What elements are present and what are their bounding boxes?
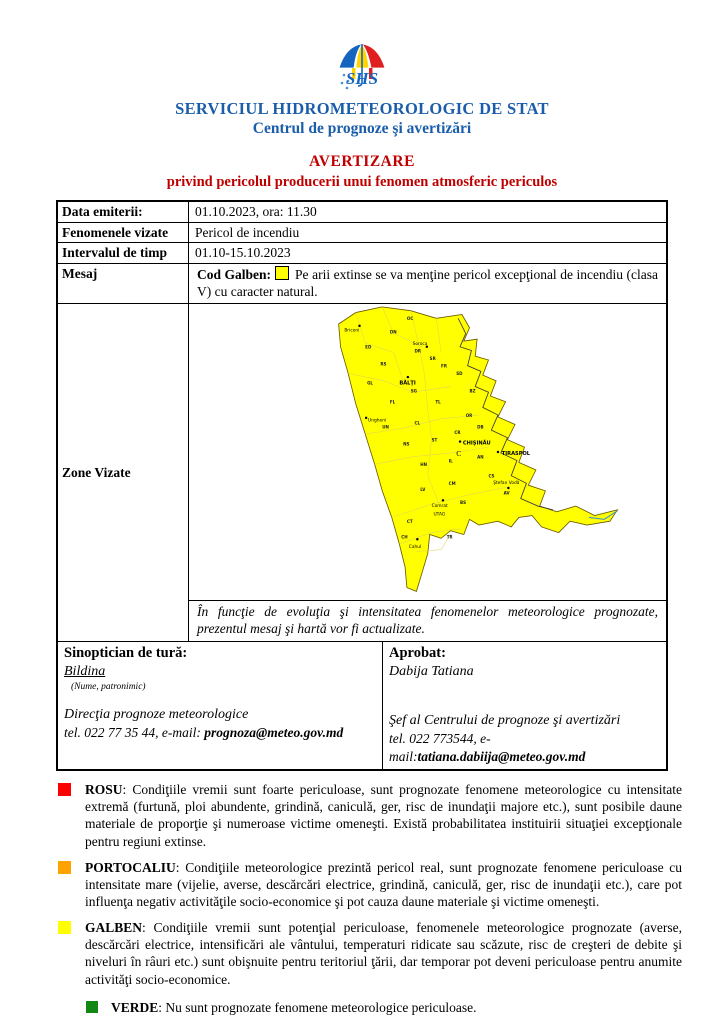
svg-text:BS: BS bbox=[460, 499, 467, 505]
svg-text:OC: OC bbox=[406, 315, 414, 321]
legend-name: GALBEN bbox=[85, 920, 143, 936]
city-label-stefan-voda: Ştefan Vodă bbox=[493, 480, 520, 486]
city-label-chisinau: CHIŞINĂU bbox=[462, 440, 491, 447]
forecaster-name-hint: (Nume, patronimic) bbox=[71, 681, 146, 692]
svg-text:IL: IL bbox=[448, 458, 453, 464]
contact-prefix: tel. 022 77 35 44, e-mail: bbox=[64, 725, 205, 741]
city-label-ungheni: Ungheni bbox=[368, 418, 387, 424]
svg-text:TL: TL bbox=[435, 399, 441, 405]
green-square-icon bbox=[86, 1001, 98, 1013]
row-value: 01.10.2023, ora: 11.30 bbox=[195, 204, 317, 219]
legend-text: : Condiţiile meteorologice prezintă pericol real, sunt prognozate fenomene periculoase cu intensitate mare (vijelie, averse, descărcări electrice, grindină, caniculă, ger, risc de inundaţii etc.), care pot influenţa negativ activităţile socio-economice şi pot cauza daune materiale şi victime omeneşti. bbox=[85, 859, 682, 909]
forecaster-email-link[interactable]: prognoza@meteo.gov.md bbox=[204, 725, 344, 741]
svg-text:SR: SR bbox=[429, 355, 436, 361]
legend-name: ROSU bbox=[85, 782, 123, 798]
legend-name: PORTOCALIU bbox=[85, 859, 176, 875]
svg-text:NS: NS bbox=[403, 441, 410, 447]
table-row-interval bbox=[58, 242, 666, 263]
yellow-square-icon bbox=[58, 921, 71, 934]
approver-block bbox=[382, 642, 666, 769]
approver-name: Dabija Tatiana bbox=[389, 663, 474, 679]
svg-text:FR: FR bbox=[441, 363, 447, 369]
row-label: Data emiterii: bbox=[58, 202, 189, 222]
legend-item-galben bbox=[56, 919, 682, 988]
legend-item-portocaliu bbox=[56, 859, 682, 910]
legend-text: : Nu sunt prognozate fenomene meteorologice periculoase. bbox=[158, 999, 477, 1015]
region-label-utag: UTAG bbox=[433, 512, 446, 518]
svg-text:ED: ED bbox=[365, 344, 372, 350]
svg-text:DN: DN bbox=[389, 329, 397, 335]
color-code-legend bbox=[56, 781, 682, 1016]
shs-logo bbox=[0, 38, 724, 96]
update-note: În funcţie de evoluţia şi intensitatea fenomenelor meteorologice prognozate, prezentul mesaj şi hartă vor fi actualizate. bbox=[189, 600, 666, 641]
svg-text:CS: CS bbox=[488, 473, 495, 479]
code-label: Cod Galben: bbox=[197, 266, 272, 282]
svg-text:SD: SD bbox=[456, 370, 463, 376]
row-value: Pericol de incendiu bbox=[195, 224, 300, 240]
logo-monogram: SHS bbox=[345, 69, 379, 88]
organization-name: SERVICIUL HIDROMETEOROLOGIC DE STAT bbox=[175, 99, 549, 118]
svg-text:DR: DR bbox=[414, 348, 422, 354]
svg-text:DB: DB bbox=[477, 424, 484, 430]
svg-text:BZ: BZ bbox=[469, 387, 476, 393]
approver-title: Aprobat: bbox=[389, 644, 446, 661]
row-value: 01.10-15.10.2023 bbox=[195, 245, 291, 261]
message-cell bbox=[189, 264, 666, 303]
row-label: Fenomenele vizate bbox=[58, 223, 189, 243]
row-label: Intervalul de timp bbox=[58, 243, 189, 263]
city-label-c: C bbox=[456, 448, 462, 458]
umbrella-logo-icon bbox=[332, 38, 392, 96]
forecaster-name: Bildina bbox=[64, 663, 106, 679]
svg-text:AV: AV bbox=[503, 490, 510, 496]
row-label: Mesaj bbox=[58, 264, 189, 303]
forecaster-contact bbox=[64, 724, 376, 742]
svg-text:OR: OR bbox=[465, 412, 473, 418]
red-square-icon bbox=[58, 783, 71, 796]
center-name: Centrul de prognoze şi avertizări bbox=[252, 120, 472, 137]
legend-item-rosu bbox=[56, 781, 682, 850]
legend-text: : Condiţiile vremii sunt foarte periculoase, sunt prognozate fenomene meteorologice cu intensitate extremă (furtună, ploi abundente, grindină, caniculă, ger, risc de inundaţii majore etc.), sunt posibile daune materiale de proporţie şi numeroase victime omeneşti. Există probabilitatea instituirii situaţiei excepţionale pentru regiuni extinse. bbox=[85, 782, 682, 849]
city-label-comrat: Comrat bbox=[431, 503, 448, 509]
table-row-mesaj bbox=[58, 263, 666, 303]
city-label-cahul: Cahul bbox=[408, 544, 422, 550]
svg-text:HN: HN bbox=[420, 461, 428, 467]
city-label-tiraspol: TIRASPOL bbox=[501, 450, 531, 457]
moldova-outline bbox=[339, 307, 618, 592]
svg-text:CH: CH bbox=[401, 534, 408, 540]
svg-text:FL: FL bbox=[389, 399, 396, 405]
forecaster-block bbox=[58, 642, 382, 769]
svg-text:CR: CR bbox=[454, 429, 461, 435]
orange-square-icon bbox=[58, 861, 71, 874]
moldova-map-image bbox=[335, 305, 623, 599]
svg-text:UN: UN bbox=[382, 424, 389, 430]
table-row-zone-vizate bbox=[58, 303, 666, 641]
city-label-soroca: Soroca bbox=[412, 341, 428, 347]
city-label-briceni: Briceni bbox=[344, 328, 360, 334]
legend-text: : Condiţiile vremii sunt potenţial periculoase, fenomenele meteorologice prognozate (averse, descărcări electrice, intensificări ale vântului, temperaturi ridicate sau scăzute, risc de creşteri de debite şi niveluri în râuri etc.) sunt obişnuite pentru teritoriul ţării, dar temporar pot deveni periculoase pentru anumite activităţi socio-economice. bbox=[85, 920, 682, 987]
svg-text:LV: LV bbox=[420, 486, 426, 492]
zone-cell bbox=[189, 304, 666, 641]
yellow-code-swatch-icon bbox=[275, 266, 289, 280]
approver-email-link[interactable]: tatiana.dabiija@meteo.gov.md bbox=[417, 748, 586, 764]
forecaster-department: Direcţia prognoze meteorologice bbox=[64, 707, 249, 723]
message-text: Pe arii extinse se va menţine pericol excepţional de incendiu (clasa V) cu caracter natural. bbox=[197, 266, 658, 300]
table-row-fenomenele bbox=[58, 222, 666, 243]
legend-item-verde bbox=[56, 999, 682, 1016]
document-header bbox=[0, 0, 724, 191]
approver-department: Şef al Centrului de prognoze şi avertizări bbox=[389, 712, 621, 728]
svg-text:RS: RS bbox=[380, 361, 387, 367]
signatures-row bbox=[58, 641, 666, 769]
warning-table bbox=[56, 200, 668, 771]
approver-contact bbox=[389, 730, 660, 765]
moldova-map bbox=[189, 304, 666, 600]
svg-text:CT: CT bbox=[406, 518, 413, 524]
forecaster-title: Sinoptician de tură: bbox=[64, 644, 188, 661]
code-sg: SG bbox=[410, 387, 417, 393]
city-label-balti: BĂLŢI bbox=[399, 380, 416, 387]
svg-text:ST: ST bbox=[431, 437, 438, 443]
document-subtitle: privind pericolul producerii unui fenomen atmosferic periculos bbox=[166, 174, 558, 190]
document-title: AVERTIZARE bbox=[309, 153, 415, 170]
svg-text:GL: GL bbox=[367, 380, 374, 386]
table-row-data-emiterii bbox=[58, 202, 666, 222]
contact-prefix: tel. 022 773544, e-mail: bbox=[389, 731, 491, 764]
svg-text:AN: AN bbox=[477, 454, 484, 460]
svg-text:CM: CM bbox=[448, 480, 456, 486]
legend-name: VERDE bbox=[111, 999, 159, 1015]
svg-text:CL: CL bbox=[414, 420, 421, 426]
row-label: Zone Vizate bbox=[58, 304, 189, 641]
svg-text:TR: TR bbox=[446, 534, 453, 540]
